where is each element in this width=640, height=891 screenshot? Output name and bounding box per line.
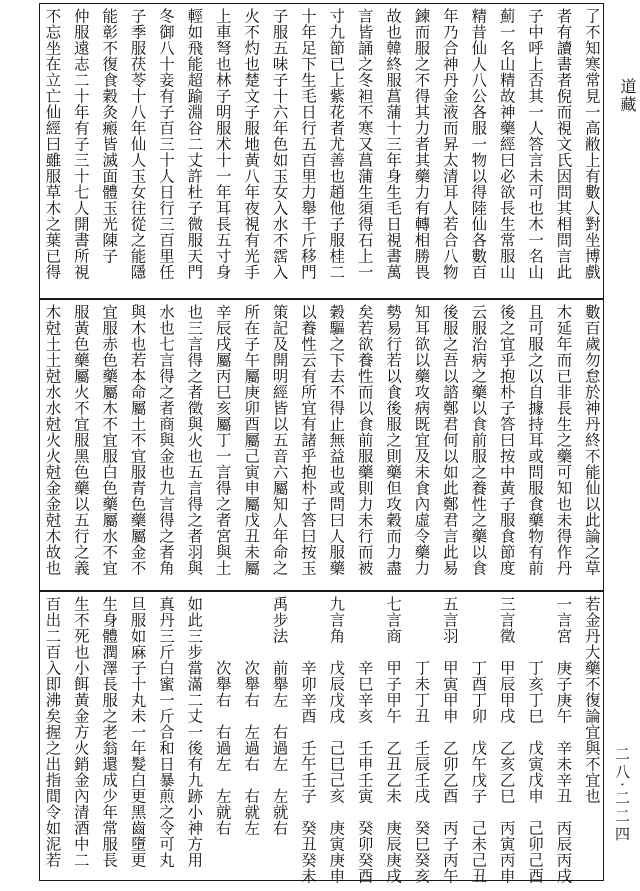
text-column: 與木也若本命屬土不宜服青色藥屬金不 (128, 304, 147, 576)
text-column: 策記及開明經皆以五音六屬知人年命之 (270, 304, 289, 576)
text-column: 一言宮 庚子庚午 辛未辛丑 丙辰丙戌 (554, 596, 573, 884)
text-column: 次舉右 左過右 右就左 (242, 596, 261, 836)
text-column: 服黃色藥屬火不宜服黑色藥以五行之義 (71, 304, 90, 576)
column-group (44, 8, 599, 294)
text-column: 禹步法 前舉左 右過左 左就右 (270, 596, 289, 836)
text-column: 生身體潤澤長服之老翁還成少年常服長 (100, 596, 119, 868)
text-column: 後服之吾以諮鄭君何以如此鄭君言此易 (440, 304, 459, 576)
text-column: 上車弩也林子明服术十一年耳長五寸身 (213, 8, 232, 280)
text-column: 五言羽 甲寅甲申 乙卯乙酉 丙子丙午 (440, 596, 459, 884)
text-column: 丁酉丁卯 戊午戊子 己未己丑 (469, 596, 488, 884)
text-column: 百出二百入即沸矣握之出指間令如泥若 (43, 596, 62, 868)
text-column: 生不死也小餌黃金方火銷金內清酒中二 (71, 596, 90, 868)
text-column: 辛卯辛酉 壬午壬子 癸丑癸未 (298, 596, 317, 884)
text-column: 子中呼上否其一人答言未可也木一名山 (526, 8, 545, 280)
text-column: 也三言得之者徵與火也五言得之者羽與 (185, 304, 204, 576)
text-column: 鍊而服之不得其力者其藥力有轉相勝畏 (412, 8, 431, 280)
column-group (44, 304, 599, 586)
text-column: 矣若欲養性而以食前服藥則力未行而被 (355, 304, 374, 576)
text-column: 丁亥丁巳 戊寅戊申 己卯己酉 (526, 596, 545, 884)
text-column: 木尅土土尅水水尅火火尅金金尅木故也 (43, 304, 62, 576)
text-column: 了不知寒常見一高敝上有數人對坐博戲 (582, 8, 601, 280)
text-panel-bottom (39, 591, 604, 884)
text-column: 旦服如麻子十丸未一年髮白更黑齒墮更 (128, 596, 147, 868)
text-column: 穀驅之下去不得止無益也或問曰人服藥 (327, 304, 346, 576)
text-column: 若金丹大藥不復論宜與不宜也 (582, 596, 601, 804)
text-column: 子季服茯苓十八年仙人玉女往從之能隱 (128, 8, 147, 280)
text-column: 勢易行若以食後服之則藥但攻穀而力盡 (384, 304, 403, 576)
text-panel-middle (39, 299, 604, 591)
text-column: 次舉右 右過左 左就右 (213, 596, 232, 836)
text-column: 云服治病之藥以食前服之養性之藥以食 (469, 304, 488, 576)
margin-title: 道藏 (618, 78, 637, 114)
text-column: 丁未丁丑 壬辰壬戌 癸巳癸亥 (412, 596, 431, 884)
text-column: 火不灼也楚文子服地黃八年夜視有光手 (242, 8, 261, 280)
text-column: 所在子午屬庚卯酉屬己寅申屬戊丑未屬 (242, 304, 261, 576)
text-column: 宜服赤色藥屬木不宜服白色藥屬水不宜 (100, 304, 119, 576)
text-column: 知耳欲以藥攻病既宜及未食內虛令藥力 (412, 304, 431, 576)
text-column: 九言角 戊辰戊戌 己巳己亥 庚寅庚申 (327, 596, 346, 884)
text-column: 者有讀書者倪而視文氏因問其相問言此 (554, 8, 573, 280)
text-column: 言皆誦之冬袒不寒又菖蒲生須得石上一 (355, 8, 374, 280)
text-column: 仲服遠志二十年有子三十七人開書所視 (71, 8, 90, 280)
text-column: 年乃合神丹金液而昇太清耳人若合八物 (440, 8, 459, 280)
page-number: 二八‧二二四 (613, 746, 631, 844)
text-column: 數百歲勿怠於神丹終不能仙以此論之草 (582, 304, 601, 576)
text-column: 三言徵 甲辰甲戌 乙亥乙巳 丙寅丙申 (497, 596, 516, 884)
column-group (43, 596, 601, 884)
text-column: 故也韓終服菖蒲十三年身生毛日視書萬 (384, 8, 403, 280)
text-column: 冬御八十妾有子百三十人日行三百里任 (156, 8, 175, 280)
text-column: 辛巳辛亥 壬申壬寅 癸卯癸酉 (355, 596, 374, 884)
text-column: 後之宜乎抱朴子答曰按中黃子服食節度 (497, 304, 516, 576)
text-column: 如此三步當滿二丈一後有九跡小神方用 (185, 596, 204, 868)
text-column: 真丹三斤白蜜一斤合和日暴煎之令可丸 (156, 596, 175, 868)
text-column: 辛辰戌屬丙巳亥屬丁一言得之者宮與土 (213, 304, 232, 576)
text-column: 且可服之以自據持耳或問服食藥物有前 (526, 304, 545, 576)
text-column: 七言商 甲子甲午 乙丑乙未 庚辰庚戌 (384, 596, 403, 884)
text-column: 不忘坐在立亡仙經曰雖服草木之葉已得 (43, 8, 62, 280)
text-panel-top (39, 3, 604, 299)
text-column: 木延年而已非長生之藥可知也未得作丹 (554, 304, 573, 576)
text-column: 寸九節已上紫花者尤善也趙他子服桂二 (327, 8, 346, 280)
text-column: 能彰不復食穀灸瘢皆滅面體玉光陳子 (100, 8, 119, 264)
text-column: 水也七言得之者商與金也九言得之者角 (156, 304, 175, 576)
text-column: 以養性云有所宜有諸乎抱朴子答曰按玉 (298, 304, 317, 576)
text-column: 輕如飛能超踰淵谷二丈許杜子微服天門 (185, 8, 204, 280)
text-column: 子服五味子十六年色如玉女入水不霑入 (270, 8, 289, 280)
text-column: 精昔仙人八公各服一物以得陸仙各數百 (469, 8, 488, 280)
text-column: 十年足下生毛日行五百里力舉千斤移門 (298, 8, 317, 280)
text-column: 薊一名山精故神藥經曰必欲長生常服山 (497, 8, 516, 280)
